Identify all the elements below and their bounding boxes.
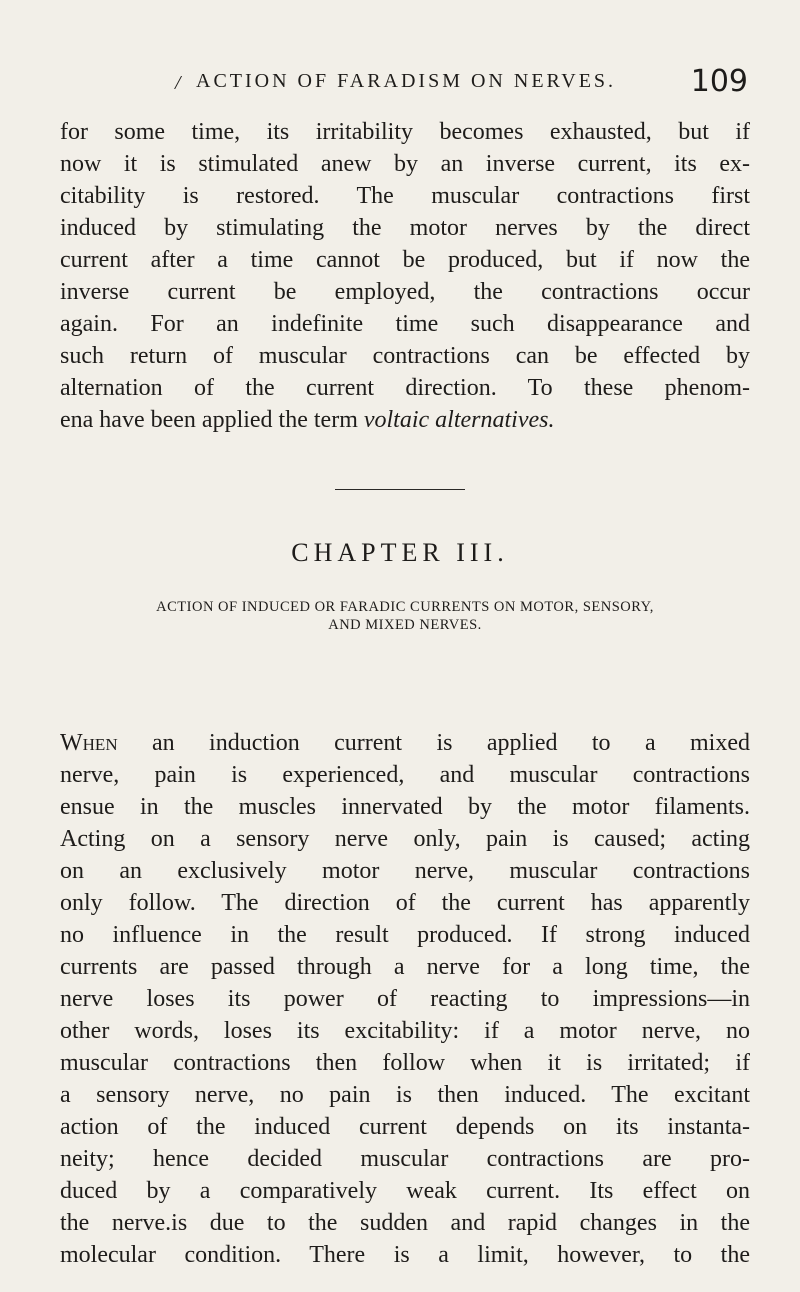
paragraph-line: duced by a comparatively weak current. Its effect on (60, 1178, 750, 1204)
paragraph-line: ensue in the muscles innervated by the motor filaments. (60, 794, 750, 820)
paragraph-line: nerve, pain is experienced, and muscular contractions (60, 762, 750, 788)
chapter-heading: CHAPTER III. (291, 538, 509, 567)
paragraph-1 (60, 116, 750, 436)
paragraph-line: such return of muscular contractions can be effected by (60, 343, 750, 369)
paragraph-line: on an exclusively motor nerve, muscular contractions (60, 858, 750, 884)
italic-term: voltaic alternatives. (363, 407, 555, 433)
paragraph-line: molecular condition. There is a limit, however, to the (60, 1242, 750, 1268)
paragraph-line: induced by stimulating the motor nerves by the direct (60, 215, 750, 241)
paragraph-line: currents are passed through a nerve for a long time, the (60, 954, 750, 980)
paragraph-first-line (60, 727, 750, 759)
paragraph-line: other words, loses its excitability: if a motor nerve, no (60, 1018, 750, 1044)
running-head-title: ACTION OF FARADISM ON NERVES. (196, 70, 617, 92)
section-divider (335, 489, 465, 490)
paragraph-line: action of the induced current depends on its instanta- (60, 1114, 750, 1140)
paragraph-line: the nerve.is due to the sudden and rapid changes in the (60, 1210, 750, 1236)
first-line-text: an induction current is applied to a mixed (117, 730, 750, 756)
paragraph-line: neity; hence decided muscular contractions are pro- (60, 1146, 750, 1172)
running-head (60, 64, 750, 104)
paragraph-line: again. For an indefinite time such disappearance and (60, 311, 750, 337)
opening-word: When (60, 730, 118, 756)
paragraph-line: a sensory nerve, no pain is then induced. The excitant (60, 1082, 750, 1108)
paragraph-last-line (60, 404, 750, 436)
paragraph-line: Acting on a sensory nerve only, pain is caused; acting (60, 826, 750, 852)
paragraph-line: current after a time cannot be produced, but if now the (60, 247, 750, 273)
paragraph-2 (60, 727, 750, 1271)
paragraph-line: muscular contractions then follow when it is irritated; if (60, 1050, 750, 1076)
last-line-text: ena have been applied the term (60, 407, 364, 433)
paragraph-line: no influence in the result produced. If strong induced (60, 922, 750, 948)
paragraph-line: nerve loses its power of reacting to impressions—in (60, 986, 750, 1012)
paragraph-line: citability is restored. The muscular contractions first (60, 183, 750, 209)
paragraph-line: inverse current be employed, the contractions occur (60, 279, 750, 305)
paragraph-line: now it is stimulated anew by an inverse current, its ex- (60, 151, 750, 177)
chapter-subtitle-line-1: ACTION OF INDUCED OR FARADIC CURRENTS ON MOTOR, SENSORY, (156, 599, 654, 615)
running-head-mark: / (175, 72, 181, 94)
paragraph-line: alternation of the current direction. To these phenom- (60, 375, 750, 401)
chapter-subtitle (60, 598, 750, 634)
page-number: 109 (690, 64, 748, 99)
chapter-subtitle-line-2: AND MIXED NERVES. (328, 617, 482, 633)
paragraph-line: only follow. The direction of the current has apparently (60, 890, 750, 916)
paragraph-line: for some time, its irritability becomes exhausted, but if (60, 119, 750, 145)
